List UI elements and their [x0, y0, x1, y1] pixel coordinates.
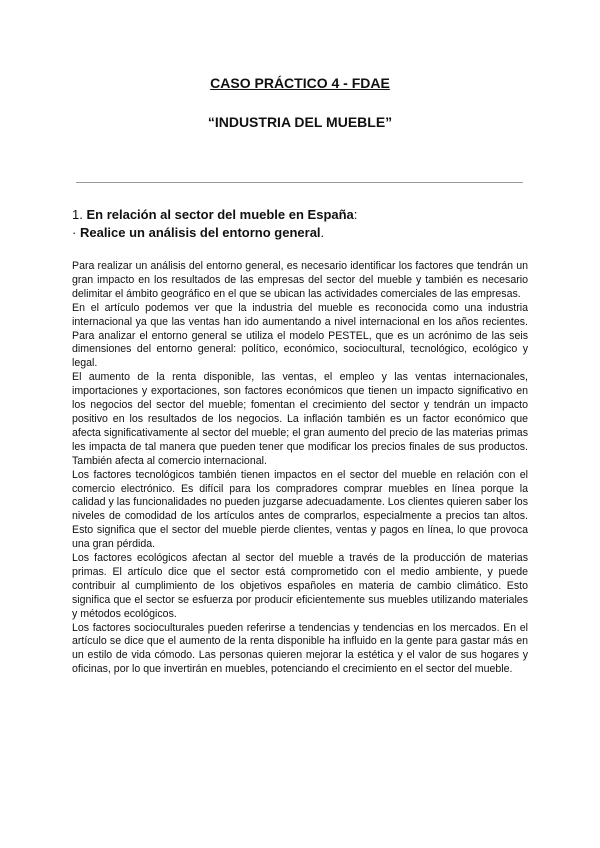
paragraph: Para realizar un análisis del entorno general, es necesario identificar los factores que tendrán un gran impacto en los resultados de las empresas del sector del mueble y también es necesario delimitar el ámbito geográfico en el que se ubican las actividades comerciales de las empresas. — [72, 260, 528, 300]
task-punctuation: . — [320, 225, 325, 240]
paragraph: Los factores ecológicos afectan al sector del mueble a través de la producción de materias primas. El artículo dice que el sector está comprometido con el medio ambiente, y puede contribuir al cumplimiento de los objetivos españoles en materia de cambio climático. Esto significa que el sector se esfuerza por producir eficientemente sus muebles utilizando materiales y métodos ecológicos. — [72, 552, 528, 620]
page-title: CASO PRÁCTICO 4 - FDAE — [210, 75, 390, 91]
page-subtitle: “INDUSTRIA DEL MUEBLE” — [207, 114, 393, 130]
question-text: En relación al sector del mueble en España — [86, 207, 354, 222]
task-heading — [72, 224, 542, 241]
question-number: 1. — [72, 207, 83, 222]
body-text — [72, 260, 528, 677]
paragraph: Los factores socioculturales pueden referirse a tendencias y tendencias en los mercados. En el artículo se dice que el aumento de la renta disponible ha influido en la gente para gastar más en un estilo de vida cómodo. Las personas quieren mejorar la estética y el valor de sus hogares y oficinas, por lo que invertirán en muebles, potenciando el crecimiento en el sector del mueble. — [72, 621, 528, 676]
paragraph: Los factores tecnológicos también tienen impactos en el sector del mueble en relación con el comercio electrónico. Es difícil para los compradores comprar muebles en línea porque la calidad y las funcionalidades no pueden juzgarse adecuadamente. Los clientes quieren saber los niveles de comodidad de los artículos antes de comprarlos, especialmente a precios tan altos. Esto significa que el sector del mueble pierde clientes, ventas y pagos en línea, lo que provoca una gran pérdida. — [72, 468, 528, 551]
paragraph: El aumento de la renta disponible, las ventas, el empleo y las ventas internacionales, importaciones y exportaciones, son factores económicos que tienen un impacto significativo en los negocios del sector del mueble; fomentan el crecimiento del sector y tendrán un impacto positivo en los resultados de los negocios. La inflación también es un factor económico que afecta significativamente al sector del mueble; el gran aumento del precio de las materias primas les impacta de tal manera que pueden tener que modificar los precios finales de sus productos. También afecta al comercio internacional. — [72, 371, 528, 467]
question-punctuation: : — [353, 207, 358, 222]
horizontal-divider — [76, 182, 523, 183]
paragraph: En el artículo podemos ver que la industria del mueble es reconocida como una industria internacional ya que las ventas han ido aumentando a nivel internacional en los años recientes. Para analizar el entorno general se utiliza el modelo PESTEL, que es un acrónimo de las seis dimensiones del entorno general: político, económico, sociocultural, tecnológico, ecológico y legal. — [72, 301, 528, 370]
task-text: Realice un análisis del entorno general — [79, 225, 321, 240]
question-heading — [72, 206, 542, 223]
task-bullet: · — [72, 225, 77, 240]
